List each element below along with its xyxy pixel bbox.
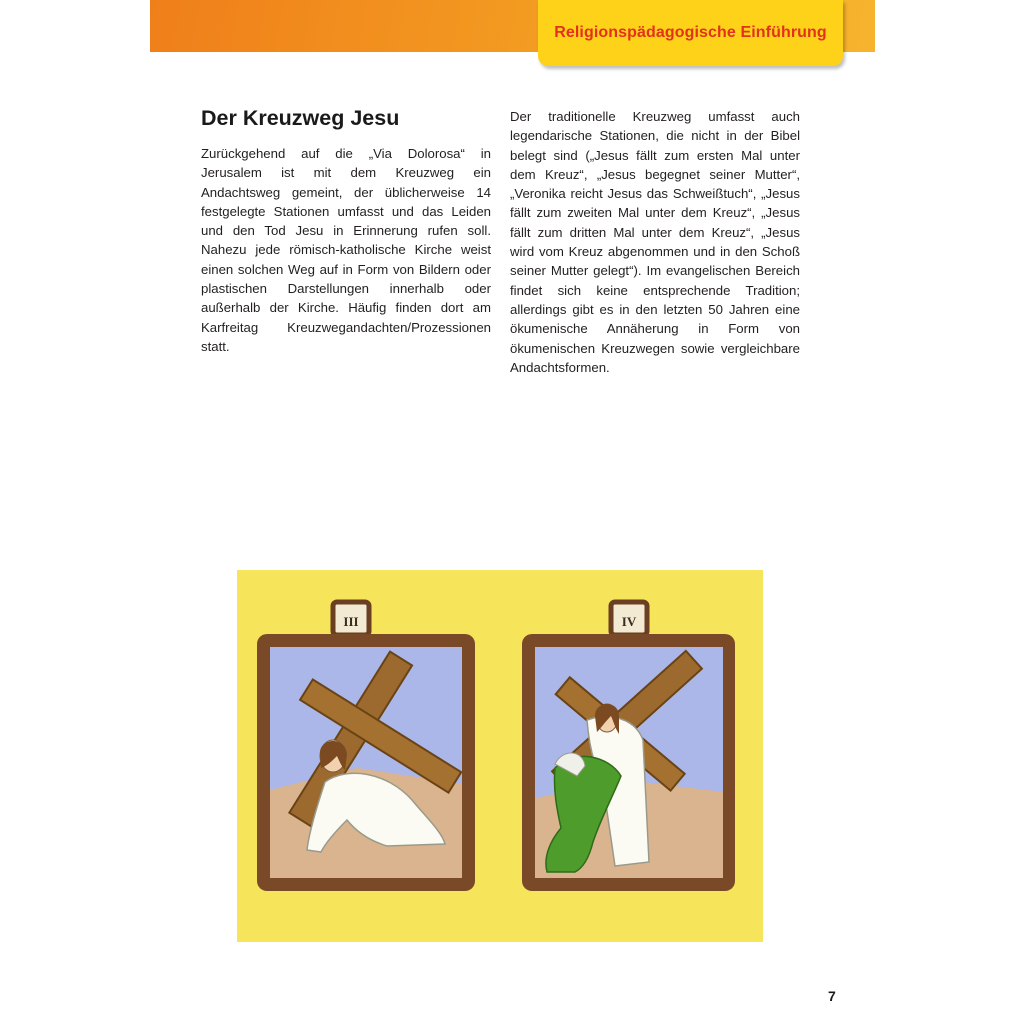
article-left-column: Zurückgehend auf die „Via Dolorosa“ in Jerusalem ist mit dem Kreuzweg ein Andachtsweg gemeint, der üblicherweise 14 festgelegte Stationen umfasst und das Leiden und den Tod Jesu in Erinnerung rufen soll. Nahezu jede römisch-katholische Kirche weist einen solchen Weg auf in Form von Bildern oder plastischen Darstellungen innerhalb oder außerhalb der Kirche. Häufig finden dort am Karfreitag Kreuzwegandachten/Prozessionen statt. — [201, 146, 491, 354]
article-title: Der Kreuzweg Jesu — [201, 106, 400, 130]
page-number: 7 — [828, 988, 836, 1004]
article-right-column: Der traditionelle Kreuzweg umfasst auch legendarische Stationen, die nicht in der Bibel belegt sind („Jesus fällt zum ersten Mal unter dem Kreuz“, „Jesus begegnet seiner Mutter“, „Veronika reicht Jesus das Schweißtuch“, „Jesus fällt zum zweiten Mal unter dem Kreuz“, „Jesus fällt zum dritten Mal unter dem Kreuz“, „Jesus wird vom Kreuz abgenommen und in den Schoß seiner Mutter gelegt“). Im evangelischen Bereich findet sich keine entsprechende Tradition; allerdings gibt es in den letzten 50 Jahren eine ökumenische Annäherung in Form von ökumenischen Kreuzwegen sowie vergleichbare Andachtsformen. — [510, 109, 800, 375]
stations-illustration — [237, 570, 763, 942]
station-3-numeral: III — [343, 614, 359, 629]
section-label: Religionspädagogische Einführung — [554, 24, 827, 41]
station-4-frame — [522, 602, 735, 891]
station-4-numeral: IV — [621, 614, 637, 629]
station-3-frame — [257, 602, 475, 891]
section-tab — [538, 0, 843, 66]
